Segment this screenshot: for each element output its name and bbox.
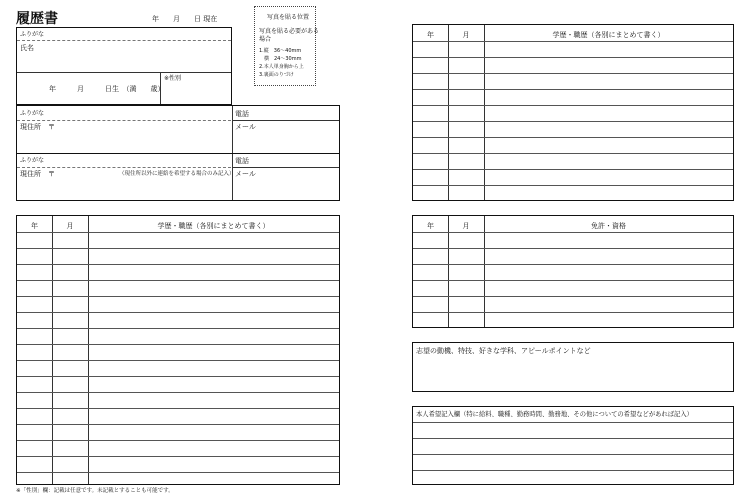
table-row[interactable]	[17, 440, 339, 441]
photo-line: 写真を貼る必要がある	[259, 28, 320, 35]
address1-phone-label: 電話	[235, 110, 249, 118]
table-row[interactable]	[17, 280, 339, 281]
address2-phone-label: 電話	[235, 157, 249, 165]
table-row[interactable]	[413, 169, 733, 170]
photo-line: 横 24〜30mm	[259, 56, 302, 62]
col-header-history: 学歴・職歴（各別にまとめて書く）	[552, 31, 665, 39]
table-row[interactable]	[17, 312, 339, 313]
birthdate-field[interactable]: 年 月 日生 （満 歳）	[49, 85, 165, 93]
col-header-month: 月	[462, 31, 470, 39]
table-row[interactable]	[17, 424, 339, 425]
table-row[interactable]	[413, 57, 733, 58]
table-row[interactable]	[17, 328, 339, 329]
table-row[interactable]	[413, 153, 733, 154]
col-header-year: 年	[427, 222, 434, 230]
address1-mail-label: メール	[235, 123, 256, 131]
table-row[interactable]	[413, 296, 733, 297]
table-row[interactable]	[413, 264, 733, 265]
motivation-box[interactable]	[412, 342, 734, 392]
history-table-right	[412, 24, 734, 201]
table-row[interactable]	[17, 296, 339, 297]
page-title: 履歴書	[16, 11, 58, 27]
table-row[interactable]	[413, 121, 733, 122]
photo-line: 場合	[259, 36, 272, 43]
name-label: 氏名	[20, 44, 34, 52]
table-row[interactable]	[413, 73, 733, 74]
col-header-licenses: 免許・資格	[591, 222, 626, 230]
address2-mail-label: メール	[235, 170, 256, 178]
table-row[interactable]	[413, 438, 733, 439]
personal-info-block	[16, 27, 232, 105]
motivation-label: 志望の動機、特技、好きな学科、アピールポイントなど	[416, 347, 591, 355]
table-row[interactable]	[413, 41, 733, 42]
table-row[interactable]	[413, 232, 733, 233]
address2-label[interactable]: 現住所 〒	[20, 170, 55, 178]
table-row[interactable]	[17, 248, 339, 249]
photo-line: 3.裏面のりづけ	[259, 72, 294, 78]
table-row[interactable]	[413, 185, 733, 186]
col-header-month: 月	[462, 222, 470, 230]
footnote: ※「性別」欄：記載は任意です。未記載とすることも可能です。	[16, 488, 174, 494]
table-row[interactable]	[413, 105, 733, 106]
table-row[interactable]	[17, 456, 339, 457]
table-row[interactable]	[17, 360, 339, 361]
photo-placeholder[interactable]	[254, 6, 320, 86]
address2-note: （現住所以外に連絡を希望する場合のみ記入）	[119, 171, 235, 177]
table-row[interactable]	[413, 280, 733, 281]
table-row[interactable]	[17, 344, 339, 345]
col-header-year: 年	[427, 31, 434, 39]
gender-label: ※性別	[164, 75, 182, 82]
photo-line: 1.縦 36〜40mm	[259, 48, 302, 54]
address2-furigana-label: ふりがな	[20, 157, 45, 164]
address-block	[16, 105, 340, 201]
licenses-table	[412, 215, 734, 328]
history-table-left	[16, 215, 340, 485]
table-row[interactable]	[17, 232, 339, 233]
table-row[interactable]	[17, 408, 339, 409]
wishes-box	[412, 406, 734, 485]
col-header-month: 月	[66, 222, 74, 230]
col-header-year: 年	[31, 222, 38, 230]
table-row[interactable]	[17, 376, 339, 377]
table-row[interactable]	[413, 422, 733, 423]
date-line[interactable]: 年 月 日 現在	[152, 15, 218, 23]
photo-line: 2.本人単身胸から上	[259, 64, 304, 70]
table-row[interactable]	[413, 454, 733, 455]
table-row[interactable]	[413, 248, 733, 249]
wishes-label: 本人希望記入欄（特に給料、職種、勤務時間、勤務地、その他についての希望などがあれば記入）	[416, 411, 693, 418]
table-row[interactable]	[17, 392, 339, 393]
table-row[interactable]	[413, 312, 733, 313]
col-header-history: 学歴・職歴（各別にまとめて書く）	[157, 222, 270, 230]
table-row[interactable]	[413, 470, 733, 471]
photo-heading: 写真を貼る位置	[267, 14, 310, 21]
table-row[interactable]	[413, 89, 733, 90]
name-furigana-label: ふりがな	[20, 31, 45, 38]
address1-label[interactable]: 現住所 〒	[20, 123, 55, 131]
table-row[interactable]	[17, 264, 339, 265]
table-row[interactable]	[413, 137, 733, 138]
address1-furigana-label: ふりがな	[20, 110, 45, 117]
table-row[interactable]	[17, 472, 339, 473]
